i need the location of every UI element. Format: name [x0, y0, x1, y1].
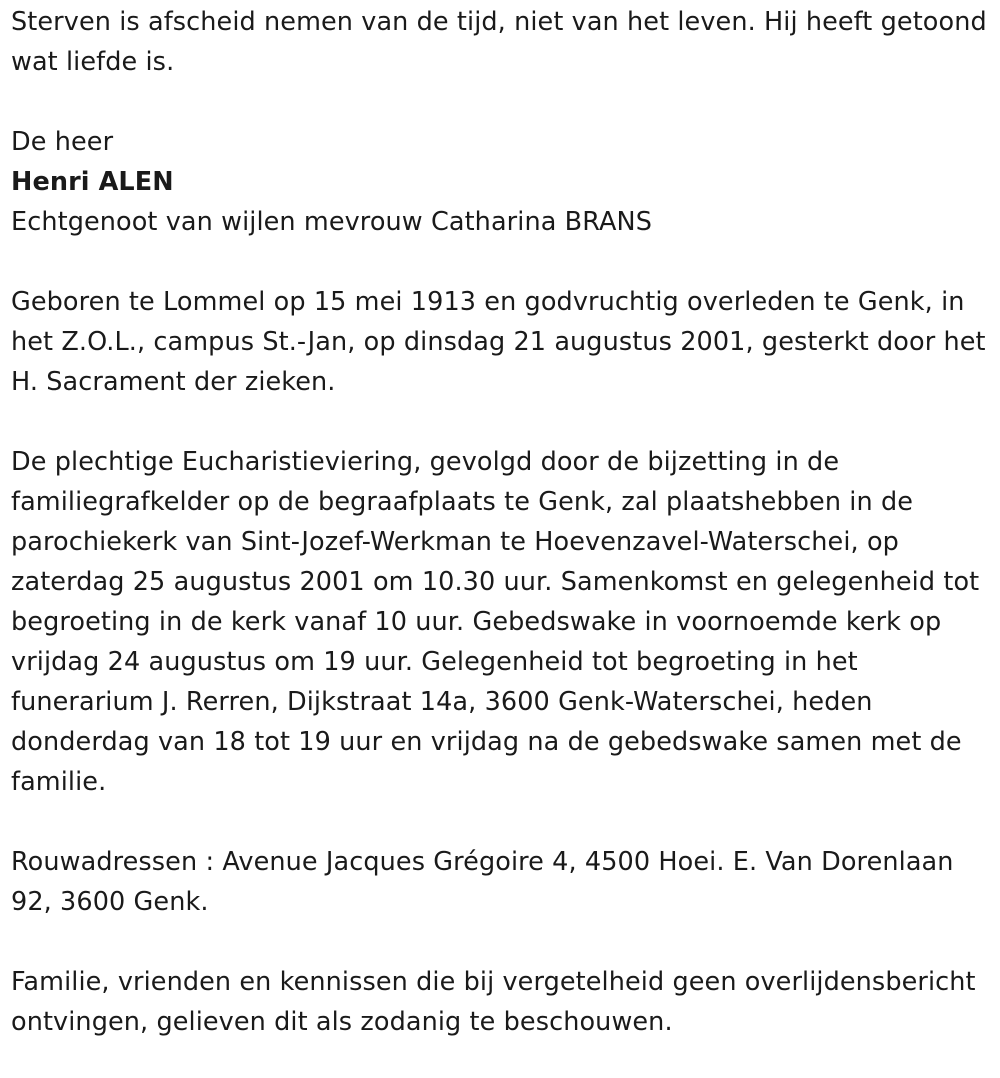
funeral-details-paragraph: De plechtige Eucharistieviering, gevolgd door de bijzetting in de familiegrafkelder op de begraafplaats te Genk, zal plaatshebben in de parochiekerk van Sint-Jozef-Werkman te Hoevenzavel-Waterschei, op zaterdag 25 augustus 2001 om 10.30 uur. Samenkomst en gelegenheid tot begroeting in de kerk vanaf 10 uur. Gebedswake in voornoemde kerk op vrijdag 24 augustus om 19 uur. Gelegenheid tot begroeting in het funerarium J. Rerren, Dijkstraat 14a, 3600 Genk-Waterschei, heden donderdag van 18 tot 19 uur en vrijdag na de gebedswake samen met de familie.	[11, 447, 980, 797]
obituary-notice	[11, 2, 993, 1042]
deceased-name: Henri ALEN	[11, 167, 174, 197]
closing-note: Familie, vrienden en kennissen die bij vergetelheid geen overlijdensbericht ontvingen, gelieven dit als zodanig te beschouwen.	[11, 967, 976, 1037]
honorific: De heer	[11, 127, 114, 157]
spouse-line: Echtgenoot van wijlen mevrouw Catharina BRANS	[11, 207, 653, 237]
birth-death-paragraph: Geboren te Lommel op 15 mei 1913 en godvruchtig overleden te Genk, in het Z.O.L., campus St.-Jan, op dinsdag 21 augustus 2001, gesterkt door het H. Sacrament der zieken.	[11, 287, 986, 397]
opening-quote: Sterven is afscheid nemen van de tijd, niet van het leven. Hij heeft getoond wat liefde is.	[11, 7, 987, 77]
mourning-addresses: Rouwadressen : Avenue Jacques Grégoire 4, 4500 Hoei. E. Van Dorenlaan 92, 3600 Genk.	[11, 847, 954, 917]
